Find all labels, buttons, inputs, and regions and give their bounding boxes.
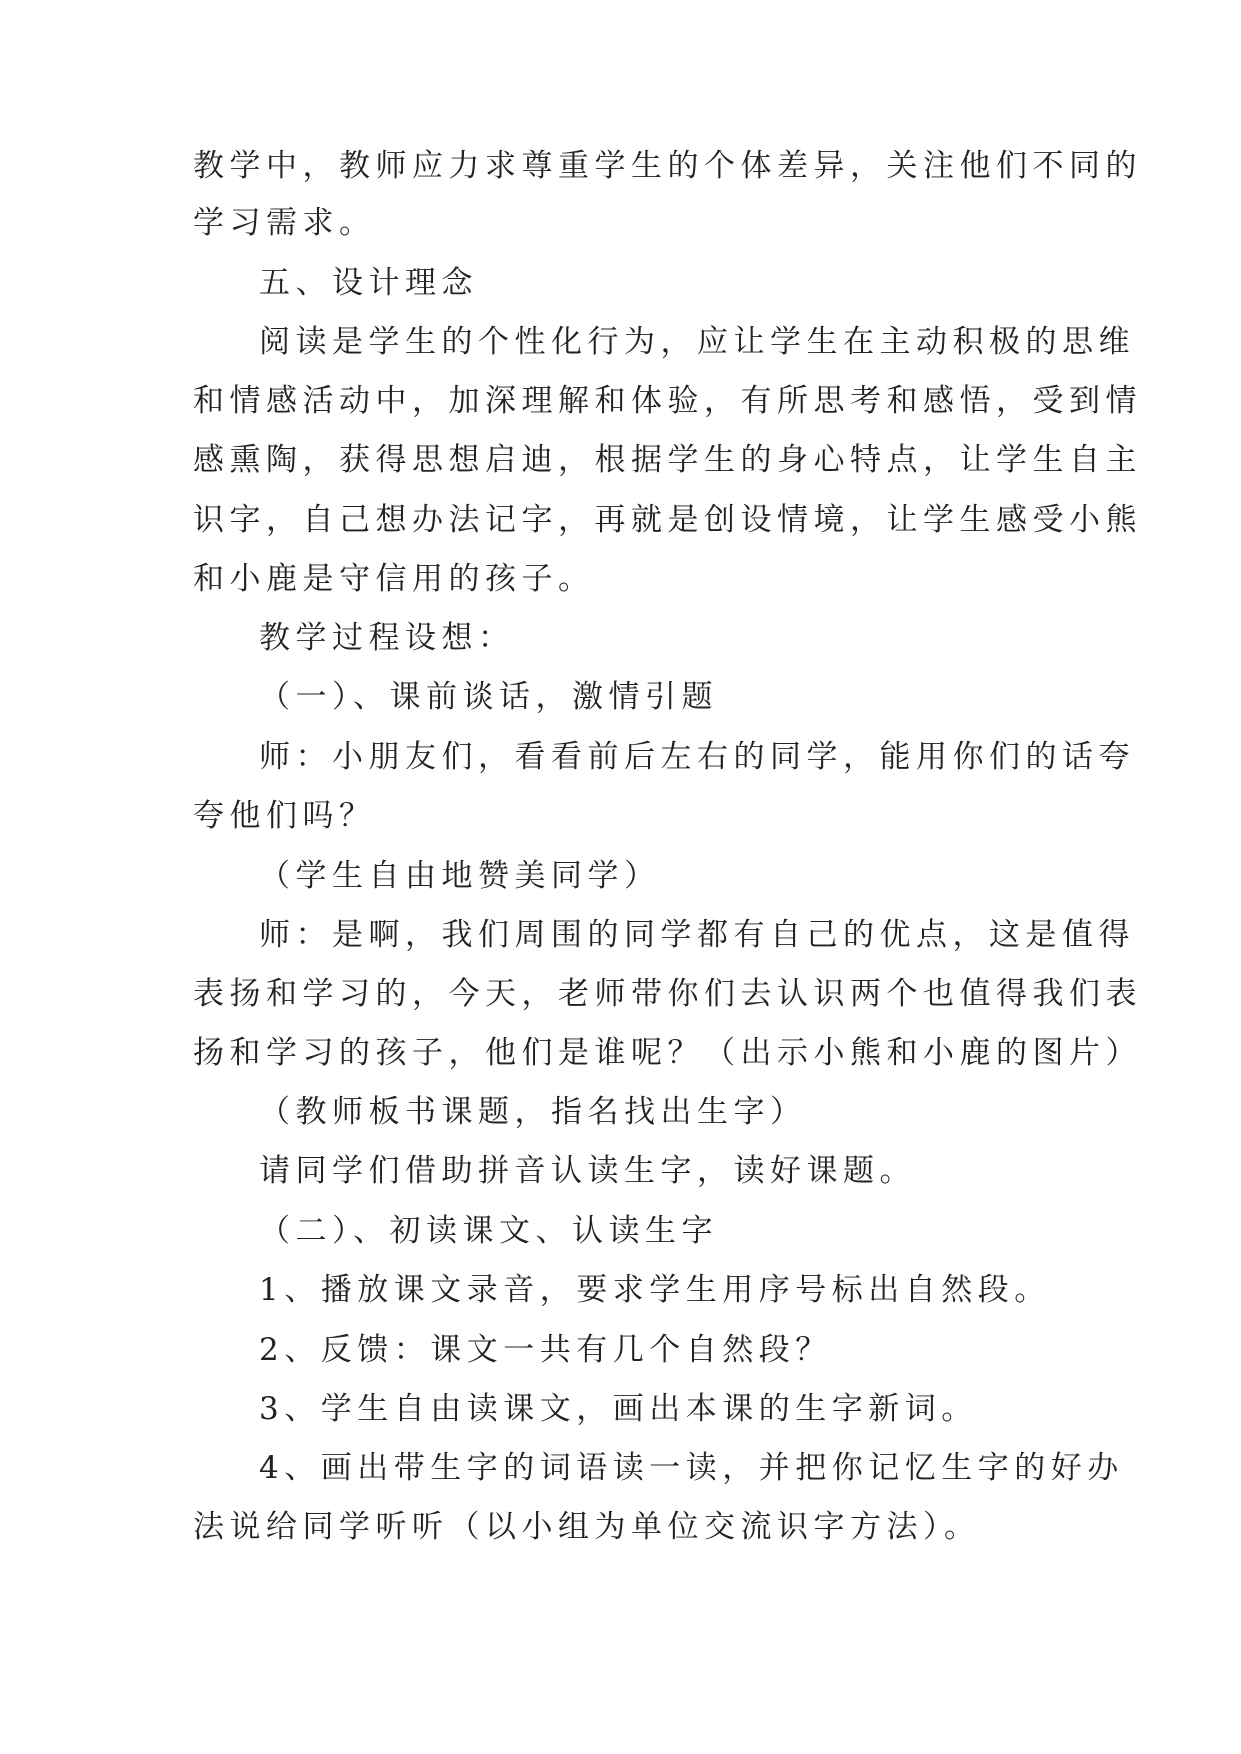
text-line: 教学中，教师应力求尊重学生的个体差异，关注他们不同的 [193,148,1142,184]
section-heading: 教学过程设想： [259,620,515,656]
subsection-heading: （一）、课前谈话，激情引题 [259,679,718,715]
text-line: 扬和学习的孩子，他们是谁呢？（出示小熊和小鹿的图片） [193,1035,1142,1071]
text-line: 法说给同学听听（以小组为单位交流识字方法）。 [193,1509,981,1545]
text-line: 和小鹿是守信用的孩子。 [193,561,595,597]
text-line: 感熏陶，获得思想启迪，根据学生的身心特点，让学生自主 [193,442,1142,478]
list-item: 2、反馈：课文一共有几个自然段？ [259,1332,832,1368]
subsection-heading: （二）、初读课文、认读生字 [259,1213,718,1249]
text-line: 请同学们借助拼音认读生字，读好课题。 [259,1153,916,1189]
text-line: 师：小朋友们，看看前后左右的同学，能用你们的话夸 [259,739,1135,775]
text-line: 识字，自己想办法记字，再就是创设情境，让学生感受小熊 [193,502,1142,538]
text-line: 表扬和学习的，今天，老师带你们去认识两个也值得我们表 [193,976,1142,1012]
text-line: （教师板书课题，指名找出生字） [259,1094,807,1130]
text-line: 和情感活动中，加深理解和体验，有所思考和感悟，受到情 [193,383,1142,419]
text-line: 学习需求。 [193,205,376,241]
list-item: 1、播放课文录音，要求学生用序号标出自然段。 [259,1272,1051,1308]
section-heading: 五、设计理念 [259,265,478,301]
text-line: 阅读是学生的个性化行为，应让学生在主动积极的思维 [259,324,1135,360]
text-line: （学生自由地赞美同学） [259,858,661,894]
list-item: 4、画出带生字的词语读一读，并把你记忆生字的好办 [259,1450,1124,1486]
list-item: 3、学生自由读课文，画出本课的生字新词。 [259,1391,978,1427]
text-line: 师：是啊，我们周围的同学都有自己的优点，这是值得 [259,917,1135,953]
text-line: 夸他们吗？ [193,798,376,834]
